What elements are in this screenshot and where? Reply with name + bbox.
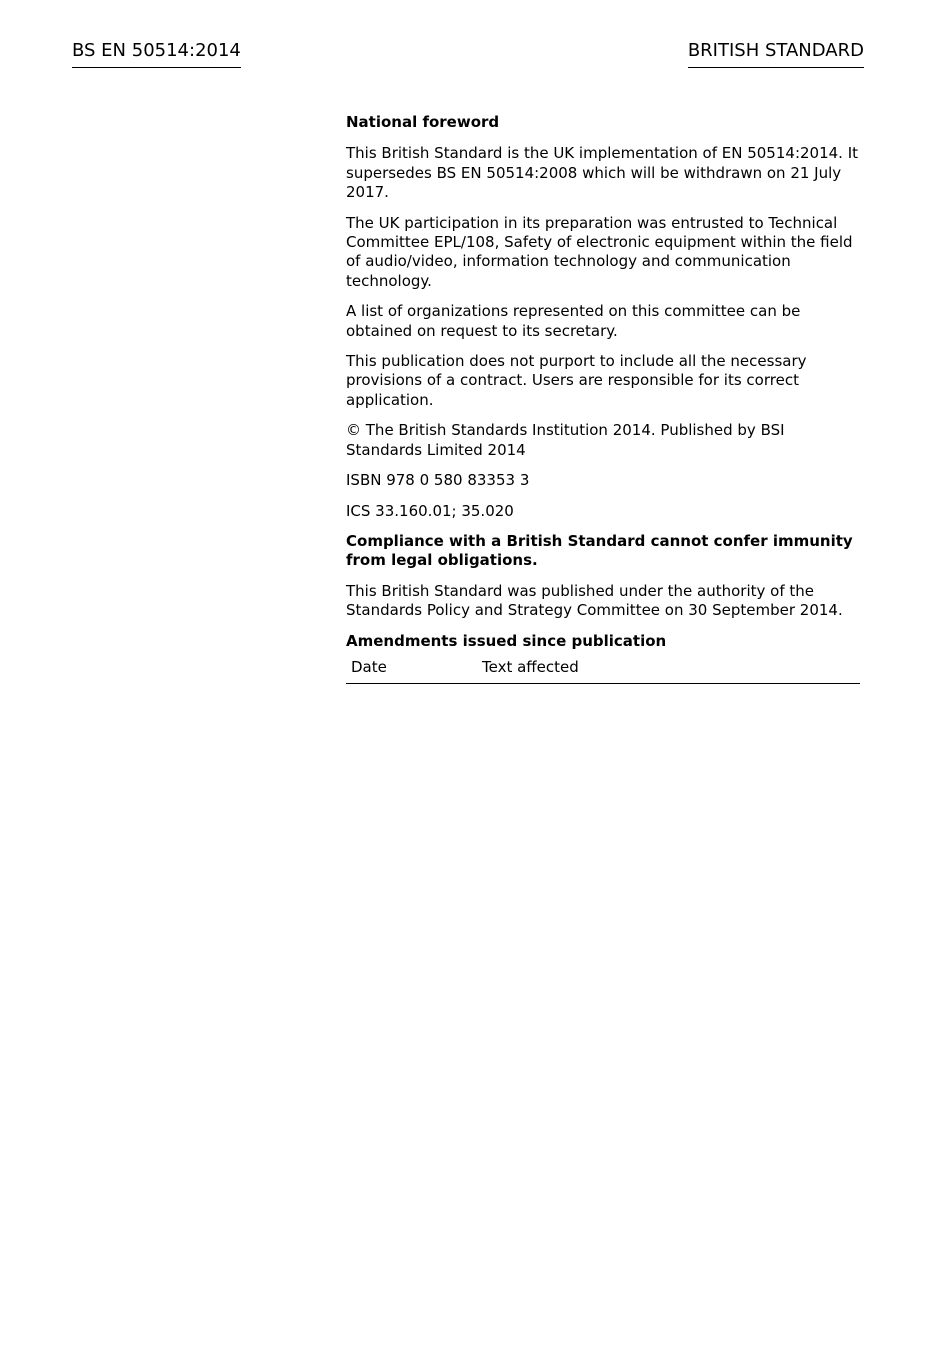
- authority-statement: This British Standard was published under the authority of the Standards Policy and Strategy Committee on 30 September 2014.: [346, 581, 843, 620]
- header-series-label: BRITISH STANDARD: [688, 40, 864, 68]
- foreword-title: National foreword: [346, 113, 500, 131]
- national-foreword: [346, 113, 860, 684]
- ics-codes: ICS 33.160.01; 35.020: [346, 501, 514, 520]
- amendments-header-row: [346, 656, 860, 684]
- foreword-paragraph-committee: The UK participation in its preparation was entrusted to Technical Committee EPL/108, Safety of electronic equipment within the field of audio/video, information technology and communication technology.: [346, 213, 853, 290]
- isbn: ISBN 978 0 580 83353 3: [346, 471, 530, 490]
- compliance-notice: Compliance with a British Standard cannot confer immunity from legal obligations.: [346, 531, 853, 570]
- foreword-paragraph-contract: This publication does not purport to include all the necessary provisions of a contract. Users are responsible for its correct application.: [346, 352, 807, 409]
- column-header-text-affected: Text affected: [477, 656, 860, 684]
- header-document-id: BS EN 50514:2014: [72, 40, 241, 68]
- amendments-title: Amendments issued since publication: [346, 631, 667, 650]
- column-header-date: Date: [346, 656, 477, 684]
- copyright-notice: © The British Standards Institution 2014. Published by BSI Standards Limited 2014: [346, 421, 785, 459]
- amendments-table: [346, 656, 860, 684]
- foreword-paragraph-implementation: This British Standard is the UK implementation of EN 50514:2014. It supersedes BS EN 50514:2008 which will be withdrawn on 21 July 2017.: [346, 144, 859, 202]
- foreword-paragraph-organizations: A list of organizations represented on this committee can be obtained on request to its secretary.: [346, 302, 801, 340]
